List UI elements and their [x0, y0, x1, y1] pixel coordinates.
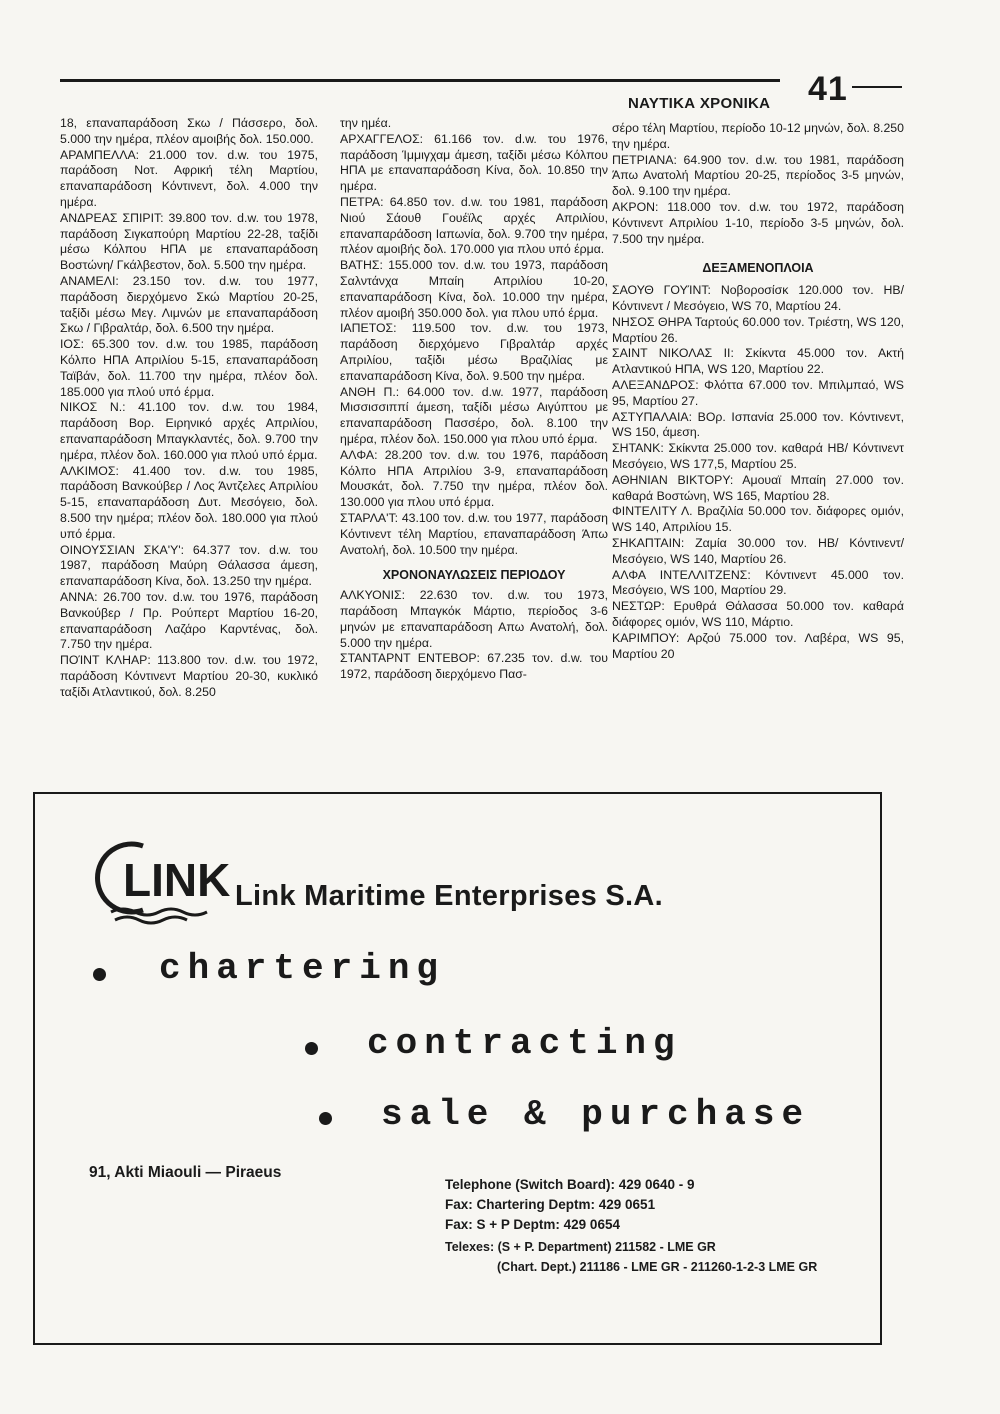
paragraph: σέρο τέλη Μαρτίου, περίοδο 10-12 μηνών, δολ. 8.250 την ημέρα. — [612, 121, 904, 151]
paragraph: ΑΝΘΗ Π.: 64.000 τον. d.w. 1977, παράδοση Μισσισσιππί άμεση, ταξίδι μέσω Αιγύπτου με επαναπαράδοση Πασσέρο, δολ. 8.100 την ημέρα, πλέον δολ. 150.000 για πλου υπό έρμα. — [340, 384, 608, 446]
service-chartering: chartering — [159, 948, 446, 989]
paragraph: ΠΕΤΡΑ: 64.850 τον. d.w. του 1981, παράδοση Νιού Σάουθ Γουέϊλς αρχές Απριλίου, επαναπαράδοση Ιαπωνία, δολ. 9.700 την ημέρα, πλέον αμοιβής δολ. 170.000 για πλου υπό έρμα. — [340, 194, 608, 257]
paragraph: ΑΝΝΑ: 26.700 τον. d.w. του 1976, παράδοση Βανκούβερ / Πρ. Ρούπερτ Μαρτίου 16-20, επαναπαράδοση Λαζάρο Καρντένας, δολ. 7.750 την ημέρα. — [60, 589, 318, 652]
paragraph: ΑΛΚΙΜΟΣ: 41.400 τον. d.w. του 1985, παράδοση Βανκούβερ / Λος Άντζελες Απριλίου 5-15, επαναπαράδοση Δυτ. Μεσόγειο, δολ. 8.500 την ημέρα; πλέον δολ. 180.000 για πλού υπό έρμα. — [60, 463, 318, 541]
paragraph: ΑΝΑΜΕΛΙ: 23.150 τον. d.w. του 1977, παράδοση διερχόμενο Σκώ Μαρτίου 20-25, ταξίδι μέσω Μεγ. Λιμνών με επαναπαράδοση Σκω / Γιβραλτάρ, δολ. 6.500 την ημέρα. — [60, 273, 318, 336]
section-heading-period-charters: ΧΡΟΝΟΝΑΥΛΩΣΕΙΣ ΠΕΡΙΟΔΟΥ — [382, 568, 566, 583]
paragraph: ΑΛΕΞΑΝΔΡΟΣ: Φλόττα 67.000 τον. Μπιλμπαό, WS 95, Μαρτίου 27. — [612, 377, 904, 408]
paragraph: ΚΑΡΙΜΠΟΥ: Αρζού 75.000 τον. Λαβέρα, WS 95, Μαρτίου 20 — [612, 630, 904, 661]
paragraph: ΟΙΝΟΥΣΣΙΑΝ ΣΚΑ'Υ': 64.377 τον. d.w. του 1987, παράδοση Μαύρη Θάλασσα άμεση, επαναπαράδοση Κίνα, δολ. 13.250 την ημέρα. — [60, 542, 318, 589]
company-address: 91, Akti Miaouli — Piraeus — [89, 1164, 282, 1181]
header-rule-right — [852, 86, 902, 88]
company-name: Link Maritime Enterprises S.A. — [235, 880, 664, 912]
telephone: Telephone (Switch Board): 429 0640 - 9 — [445, 1177, 695, 1192]
paragraph: ΣΗΚΑΠΤΑΙΝ: Ζαμία 30.000 τον. ΗΒ/ Κόντινεντ/ Μεσόγειο, WS 140, Μαρτίου 26. — [612, 535, 904, 566]
paragraph: ΣΗΤΑΝΚ: Σκίκντα 25.000 τον. καθαρά ΗΒ/ Κόντινεντ Μεσόγειο, WS 177,5, Μαρτίου 25. — [612, 441, 904, 471]
column-1 — [60, 116, 318, 700]
paragraph: ΒΑΤΗΣ: 155.000 τον. d.w. του 1973, παράδοση Σαλντάνχα Μπαίη Απριλίου 10-20, επαναπαράδοση Κίνα, δολ. 10.000 την ημέρα, πλέον αμοιβή 350.000 δολ. για πλου υπό έρμα. — [340, 258, 608, 320]
paragraph: 18, επαναπαράδοση Σκω / Πάσσερο, δολ. 5.000 την ημέρα, πλέον αμοιβής δολ. 150.000. — [60, 116, 318, 146]
paragraph: ΑΡΑΜΠΕΛΛΑ: 21.000 τον. d.w. του 1975, παράδοση Νοτ. Αφρική τέλη Μαρτίου, επαναπαράδοση Κόντινεντ, δολ. 4.000 την ημέρα. — [60, 147, 318, 209]
paragraph: ΠΕΤΡΙΑΝΑ: 64.900 τον. d.w. του 1981, παράδοση Άπω Ανατολή Μαρτίου 20-25, περίοδος 3-5 μηνών, δολ. 9.100 την ημέρα. — [612, 152, 904, 199]
paragraph: ΑΝΔΡΕΑΣ ΣΠΙΡΙΤ: 39.800 τον. d.w. του 1978, παράδοση Σιγκαπούρη Μαρτίου 22-28, ταξίδι μέσω Κόλπου ΗΠΑ με επαναπαράδοση Βοστώνη/ Γκάλβεστον, δολ. 5.500 την ημέρα. — [60, 210, 318, 273]
bullet — [305, 1042, 318, 1055]
paragraph: ΣΤΑΡΛΑ'Τ: 43.100 τον. d.w. του 1977, παράδοση Κόντινεντ τέλη Μαρτίου, επαναπαράδοση Άπω Ανατολή, δολ. 10.500 την ημέρα. — [340, 510, 608, 557]
paragraph: ΑΡΧΑΓΓΕΛΟΣ: 61.166 τον. d.w. του 1976, παράδοση Ίμμιγχαμ άμεση, ταξίδι μέσω Κόλπου ΗΠΑ με επαναπαράδοση Κίνα, δολ. 10.850 την ημέρα. — [340, 131, 608, 194]
paragraph: ΦΙΝΤΕΛΙΤΥ Λ. Βραζιλία 50.000 τον. διάφορες ομιόν, WS 140, Απριλίου 15. — [612, 504, 904, 535]
fax-sale-purchase: Fax: S + P Deptm: 429 0654 — [445, 1217, 620, 1232]
paragraph: ΑΚΡΟΝ: 118.000 τον. d.w. του 1972, παράδοση Κόντινεντ Απριλίου 1-10, περίοδο 3-5 μηνών, δολ. 7.500 την ημέρα. — [612, 199, 904, 246]
paragraph: ΑΘΗΝΙΑΝ ΒΙΚΤΟΡΥ: Αμουαϊ Μπαίη 27.000 τον. καθαρά Βοστώνη, WS 165, Μαρτίου 28. — [612, 472, 904, 503]
bullet — [93, 968, 106, 981]
company-logo — [103, 836, 231, 926]
paragraph: ΣΑΟΥΘ ΓΟΥΊΝΤ: Νοβοροσίσκ 120.000 τον. ΗΒ/ Κόντινεντ / Μεσόγειο, WS 70, Μαρτίου 24. — [612, 283, 904, 313]
header-rule — [60, 79, 780, 82]
telex-sale-purchase: Telexes: (S + P. Department) 211582 - LME GR — [445, 1240, 716, 1254]
running-title: ΝΑΥΤΙΚΑ ΧΡΟΝΙΚΑ — [628, 95, 771, 112]
paragraph: ΙΑΠΕΤΟΣ: 119.500 τον. d.w. του 1973, παράδοση διερχόμενο Γιβραλτάρ αρχές Απριλίου, ταξίδι μέσω Βραζιλίας με επαναπαράδοση Κίνα, δολ. 9.500 την ημέρα. — [340, 321, 608, 383]
paragraph: ΝΕΣΤΩΡ: Ερυθρά Θάλασσα 50.000 τον. καθαρά διάφορες ομιόν, WS 110, Μάρτιο. — [612, 599, 904, 629]
logo-letters: LINK — [123, 854, 231, 906]
paragraph: ΙΟΣ: 65.300 τον. d.w. του 1985, παράδοση Κόλπο ΗΠΑ Απριλίου 5-15, επαναπαράδοση Ταϊβάν, δολ. 11.700 την ημέρα, πλέον δολ. 185.000 για πλού υπό έρμα. — [60, 337, 318, 399]
paragraph: ΑΣΤΥΠΑΛΑΙΑ: ΒΟρ. Ισπανία 25.000 τον. Κόντινεντ, WS 150, άμεση. — [612, 409, 904, 440]
paragraph: ΝΙΚΟΣ Ν.: 41.100 τον. d.w. του 1984, παράδοση Βορ. Ειρηνικό αρχές Απριλίου, επαναπαράδοση Μπαγκλαντές, δολ. 9.700 την ημέρα, πλέον δολ. 160.000 για πλού υπό έρμα. — [60, 400, 318, 462]
column-3 — [612, 121, 904, 662]
paragraph: ΝΗΣΟΣ ΘΗΡΑ Ταρτούς 60.000 τον. Τριέστη, WS 120, Μαρτίου 26. — [612, 314, 904, 345]
paragraph: ΑΛΚΥΟΝΙΣ: 22.630 τον. d.w. του 1973, παράδοση Μπαγκόκ Μάρτιο, περίοδος 3-6 μηνών με επαναπαράδοση Απω Ανατολή, δολ. 5.000 την ημέρα. — [340, 588, 608, 650]
paragraph: ΣΤΑΝΤΑΡΝΤ ΕΝΤΕΒΟΡ: 67.235 τον. d.w. του 1972, παράδοση διερχόμενο Πασ- — [340, 651, 608, 682]
page-number: 41 — [808, 70, 848, 108]
paragraph: ΑΛΦΑ ΙΝΤΕΛΛΙΤΖΕΝΣ: Κόντινεντ 45.000 τον. Μεσόγειο, WS 100, Μαρτίου 29. — [612, 567, 904, 598]
paragraph: την ημέα. — [340, 116, 392, 130]
section-heading-tankers: ΔΕΞΑΜΕΝΟΠΛΟΙΑ — [702, 261, 814, 276]
service-contracting: contracting — [367, 1023, 682, 1064]
telex-chartering: (Chart. Dept.) 211186 - LME GR - 211260-1-2-3 LME GR — [497, 1260, 818, 1274]
fax-chartering: Fax: Chartering Deptm: 429 0651 — [445, 1197, 656, 1212]
bullet — [319, 1112, 332, 1125]
column-2 — [340, 116, 608, 683]
paragraph: ΑΛΦΑ: 28.200 τον. d.w. του 1976, παράδοση Κόλπο ΗΠΑ Απριλίου 3-9, επαναπαράδοση Μουσκάτ, δολ. 7.750 την ημέρα, πλέον δολ. 130.000 για πλου υπό έρμα. — [340, 447, 608, 510]
service-sale-purchase: sale & purchase — [381, 1094, 811, 1135]
advertisement-box — [33, 792, 882, 1345]
paragraph: ΣΑΙΝΤ ΝΙΚΟΛΑΣ ΙΙ: Σκίκντα 45.000 τον. Ακτή Ατλαντικού ΗΠΑ, WS 120, Μαρτίου 22. — [612, 346, 904, 377]
paragraph: ΠΟΊΝΤ ΚΛΗΑΡ: 113.800 τον. d.w. του 1972, παράδοση Κόντινεντ Μαρτίου 20-30, κυκλικό ταξίδι Ατλαντικού, δολ. 8.250 — [60, 653, 318, 699]
